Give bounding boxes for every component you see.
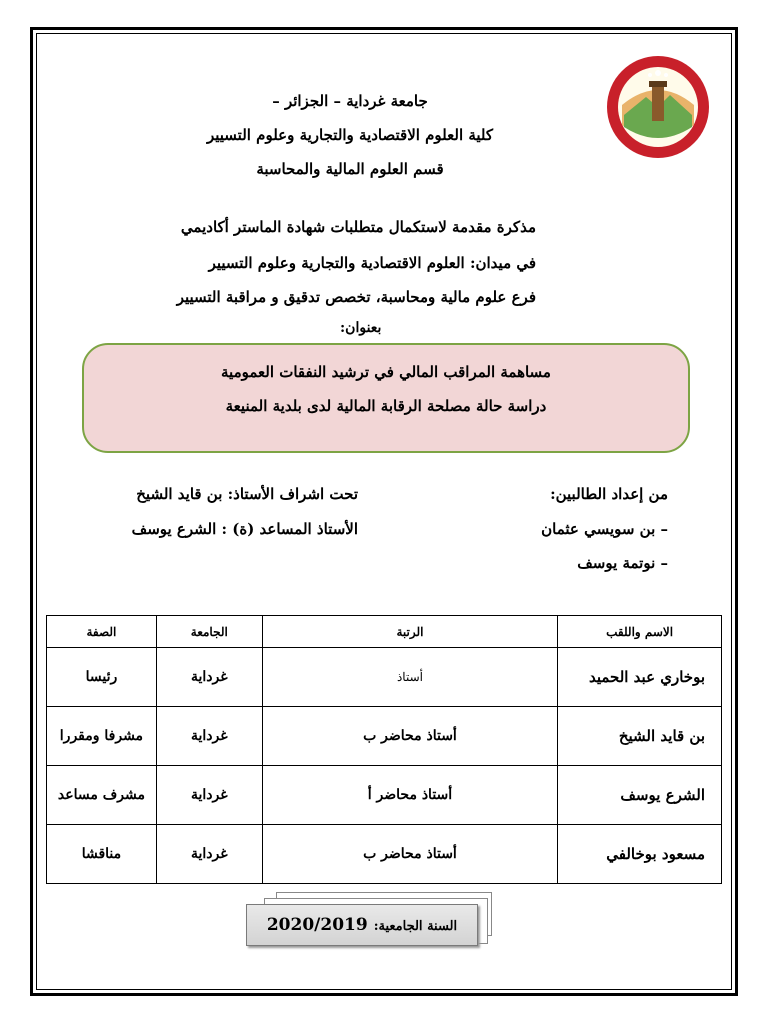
jury-name: بوخاري عبد الحميد [558, 648, 722, 707]
table-row [47, 707, 722, 766]
jury-name: مسعود بوخالفي [558, 825, 722, 884]
jury-rank: أستاذ محاضر ب [262, 825, 557, 884]
table-row [47, 648, 722, 707]
university-name: جامعة غرداية – الجزائر – [272, 92, 428, 110]
student-name: – بن سويسي عثمان [541, 520, 668, 538]
jury-university: غرداية [156, 707, 262, 766]
column-header: الاسم واللقب [558, 616, 722, 648]
student-name: – نوتمة يوسف [577, 554, 668, 572]
table-header-row [47, 616, 722, 648]
academic-year-value: 2020/2019 [266, 915, 368, 935]
thesis-title-box [82, 343, 690, 453]
jury-university: غرداية [156, 648, 262, 707]
jury-name: الشرع يوسف [558, 766, 722, 825]
jury-rank: أستاذ [262, 648, 557, 707]
memo-purpose: مذكرة مقدمة لاستكمال متطلبات شهادة الماستر أكاديمي [180, 218, 536, 236]
jury-role: رئيسا [47, 648, 157, 707]
jury-university: غرداية [156, 825, 262, 884]
jury-table [46, 615, 722, 884]
jury-university: غرداية [156, 766, 262, 825]
jury-rank: أستاذ محاضر أ [262, 766, 557, 825]
jury-rank: أستاذ محاضر ب [262, 707, 557, 766]
jury-name: بن قايد الشيخ [558, 707, 722, 766]
table-row [47, 766, 722, 825]
jury-role: مشرفا ومقررا [47, 707, 157, 766]
jury-role: مشرف مساعد [47, 766, 157, 825]
column-header: الجامعة [156, 616, 262, 648]
department-name: قسم العلوم المالية والمحاسبة [256, 160, 444, 178]
table-row [47, 825, 722, 884]
academic-year [246, 904, 478, 946]
memo-field: في ميدان: العلوم الاقتصادية والتجارية وعلوم التسيير [208, 254, 536, 272]
thesis-title: مساهمة المراقب المالي في ترشيد النفقات العمومية [221, 363, 551, 381]
memo-specialty: فرع علوم مالية ومحاسبة، تخصص تدقيق و مراقبة التسيير [176, 288, 536, 306]
academic-year-box [242, 890, 496, 960]
thesis-subtitle: دراسة حالة مصلحة الرقابة المالية لدى بلدية المنيعة [225, 397, 547, 415]
assistant-supervisor: الأستاذ المساعد (ة) : الشرع يوسف [131, 520, 358, 538]
faculty-name: كلية العلوم الاقتصادية والتجارية وعلوم التسيير [206, 126, 494, 144]
jury-role: مناقشا [47, 825, 157, 884]
supervisor: تحت اشراف الأستاذ: بن قايد الشيخ [136, 485, 358, 503]
title-label: بعنوان: [340, 320, 382, 336]
university-seal-icon [606, 55, 710, 159]
column-header: الصفة [47, 616, 157, 648]
column-header: الرتبة [262, 616, 557, 648]
academic-year-label: السنة الجامعية: [373, 919, 458, 934]
students-label: من إعداد الطالبين: [550, 485, 668, 503]
